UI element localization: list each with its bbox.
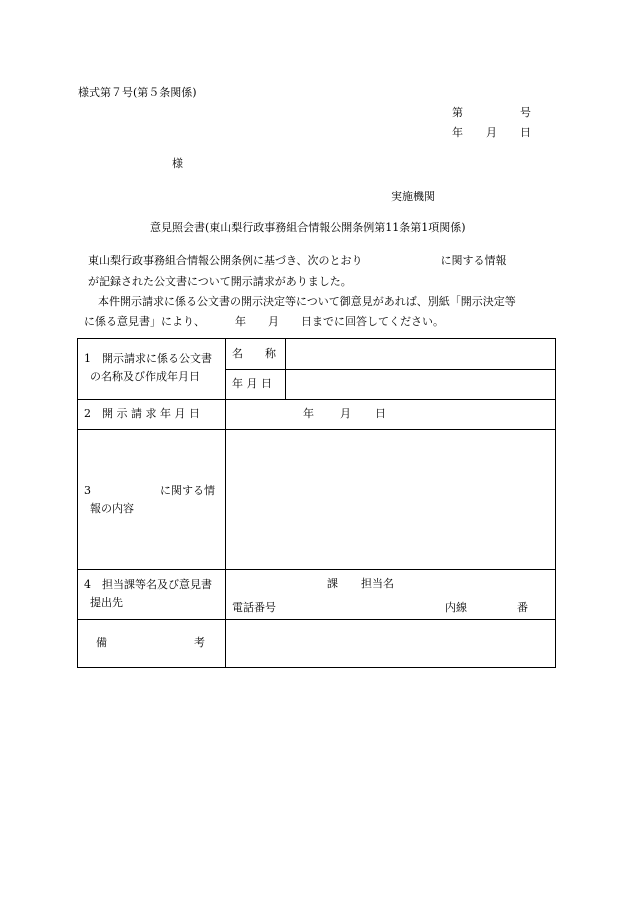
request-date-day: 日	[375, 407, 386, 420]
row1-sub-name-label: 名 称	[232, 347, 276, 360]
row1-label-line1: 1 開示請求に係る公文書	[84, 352, 212, 365]
document-number-prefix: 第	[452, 106, 463, 119]
person-in-charge-label: 担当名	[361, 577, 394, 590]
request-date-month: 月	[340, 407, 351, 420]
reply-deadline-year: 年	[235, 315, 246, 328]
row4-label-line2: 提出先	[90, 596, 123, 609]
document-name-field[interactable]	[292, 344, 552, 364]
issue-date-day: 日	[520, 126, 531, 139]
extension-number-suffix: 番	[517, 601, 528, 614]
document-title: 意見照会書(東山梨行政事務組合情報公開条例第11条第1項関係)	[150, 221, 466, 234]
para2-line2-text-a: に係る意見書」により、	[84, 315, 205, 328]
row4-label-line1: 4 担当課等名及び意見書	[84, 578, 212, 591]
phone-number-label: 電話番号	[232, 601, 276, 614]
divider	[285, 339, 286, 399]
row3-label-number: 3	[84, 484, 91, 497]
divider	[78, 429, 556, 430]
information-content-field[interactable]	[230, 434, 552, 564]
para1-line1-text-a: 東山梨行政事務組合情報公開条例に基づき、次のとおり	[88, 254, 363, 267]
divider	[225, 339, 226, 668]
divider	[78, 569, 556, 570]
inquiry-table	[77, 338, 556, 668]
para1-line1-text-b: に関する情報	[440, 254, 507, 267]
para2-line1: 本件開示請求に係る公文書の開示決定等について御意見があれば、別紙「開示決定等	[98, 295, 516, 308]
reply-deadline-month: 月	[268, 315, 279, 328]
section-label: 課	[327, 577, 338, 590]
issue-date-month: 月	[486, 126, 497, 139]
divider	[225, 369, 556, 370]
body-paragraph-2	[78, 292, 516, 332]
para2-line2-text-b: 日までに回答してください。	[301, 315, 444, 328]
row3-label-line2: 報の内容	[90, 502, 134, 515]
request-date-year: 年	[303, 407, 314, 420]
addressee-honorific: 様	[172, 157, 183, 170]
document-number-suffix: 号	[520, 106, 531, 119]
row1-label-line2: の名称及び作成年月日	[90, 370, 200, 383]
row3-label-line1: に関する情	[160, 484, 215, 497]
divider	[78, 619, 556, 620]
para1-line2: が記録された公文書について開示請求がありました。	[88, 275, 352, 288]
divider	[78, 399, 556, 400]
remarks-label-second: 考	[194, 636, 205, 649]
issuing-agency: 実施機関	[391, 190, 435, 203]
issue-date-year: 年	[452, 126, 463, 139]
row1-sub-date-label: 年 月 日	[232, 377, 272, 390]
form-number: 様式第７号(第５条関係)	[78, 86, 197, 99]
remarks-field[interactable]	[230, 624, 552, 664]
body-paragraph-1	[78, 250, 507, 292]
document-date-field[interactable]	[292, 374, 552, 394]
row2-label: 2 開 示 請 求 年 月 日	[84, 407, 200, 420]
extension-label: 内線	[445, 601, 467, 614]
remarks-label-first: 備	[96, 636, 107, 649]
